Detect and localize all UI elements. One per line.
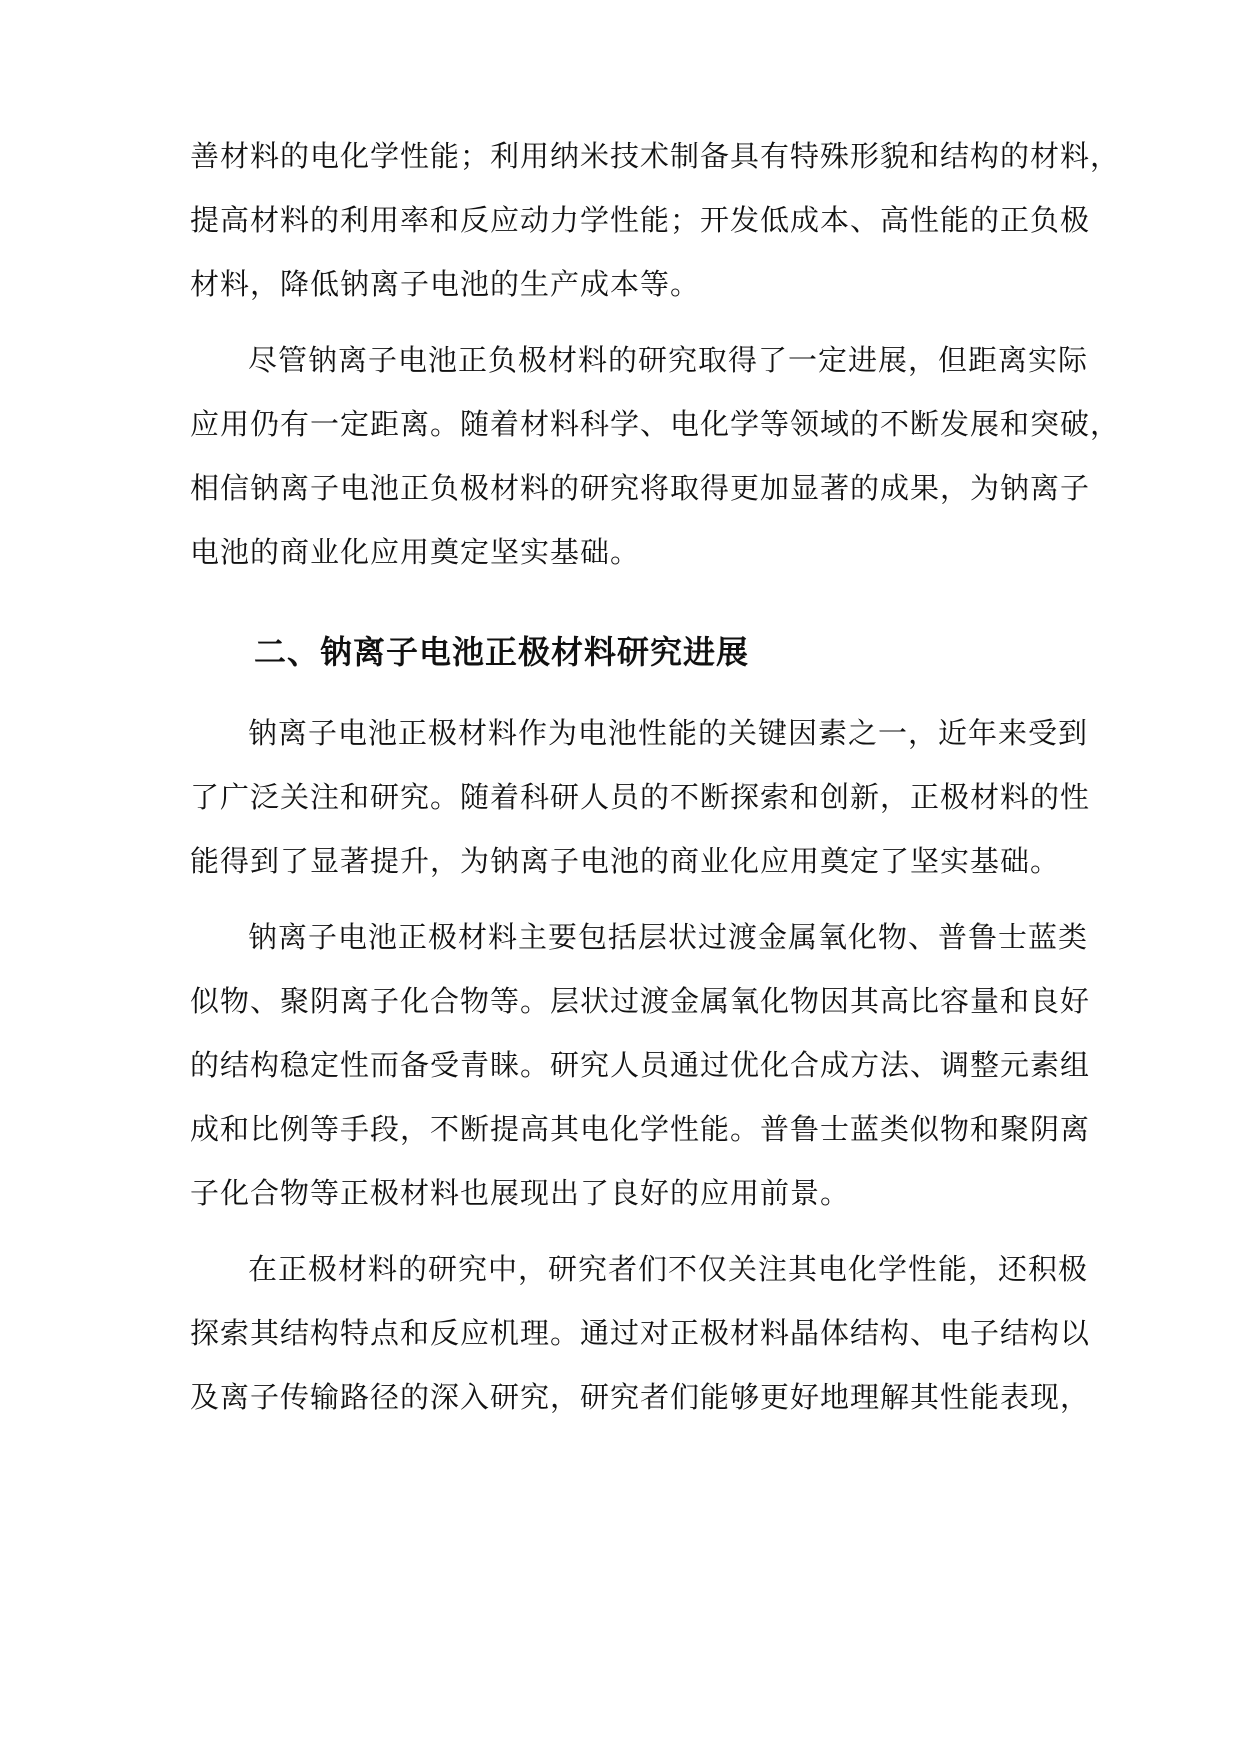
paragraph-2-line-1: 尽管钠离子电池正负极材料的研究取得了一定进展，但距离实际 — [248, 343, 1089, 377]
paragraph-4-line-3: 的结构稳定性而备受青睐。研究人员通过优化合成方法、调整元素组 — [190, 1048, 1091, 1082]
paragraph-2-line-2: 应用仍有一定距离。随着材料科学、电化学等领域的不断发展和突破， — [190, 407, 1121, 441]
paragraph-3-line-2: 了广泛关注和研究。随着科研人员的不断探索和创新，正极材料的性 — [190, 780, 1091, 814]
paragraph-3-line-1: 钠离子电池正极材料作为电池性能的关键因素之一，近年来受到 — [248, 716, 1089, 750]
paragraph-4-line-1: 钠离子电池正极材料主要包括层状过渡金属氧化物、普鲁士蓝类 — [248, 920, 1089, 954]
paragraph-1-line-1: 善材料的电化学性能；利用纳米技术制备具有特殊形貌和结构的材料， — [190, 139, 1121, 173]
paragraph-2-line-3: 相信钠离子电池正负极材料的研究将取得更加显著的成果，为钠离子 — [190, 471, 1091, 505]
section-heading: 二、钠离子电池正极材料研究进展 — [254, 633, 750, 671]
paragraph-1-line-2: 提高材料的利用率和反应动力学性能；开发低成本、高性能的正负极 — [190, 203, 1091, 237]
paragraph-5-line-1: 在正极材料的研究中，研究者们不仅关注其电化学性能，还积极 — [248, 1252, 1089, 1286]
paragraph-5-line-3: 及离子传输路径的深入研究，研究者们能够更好地理解其性能表现， — [190, 1380, 1091, 1414]
paragraph-5-line-2: 探索其结构特点和反应机理。通过对正极材料晶体结构、电子结构以 — [190, 1316, 1091, 1350]
paragraph-4-line-4: 成和比例等手段，不断提高其电化学性能。普鲁士蓝类似物和聚阴离 — [190, 1112, 1091, 1146]
paragraph-4-line-5: 子化合物等正极材料也展现出了良好的应用前景。 — [190, 1176, 851, 1210]
paragraph-4-line-2: 似物、聚阴离子化合物等。层状过渡金属氧化物因其高比容量和良好 — [190, 984, 1091, 1018]
paragraph-1-line-3: 材料，降低钠离子电池的生产成本等。 — [190, 267, 701, 301]
paragraph-3-line-3: 能得到了显著提升，为钠离子电池的商业化应用奠定了坚实基础。 — [190, 844, 1061, 878]
paragraph-2-line-4: 电池的商业化应用奠定坚实基础。 — [190, 535, 641, 569]
